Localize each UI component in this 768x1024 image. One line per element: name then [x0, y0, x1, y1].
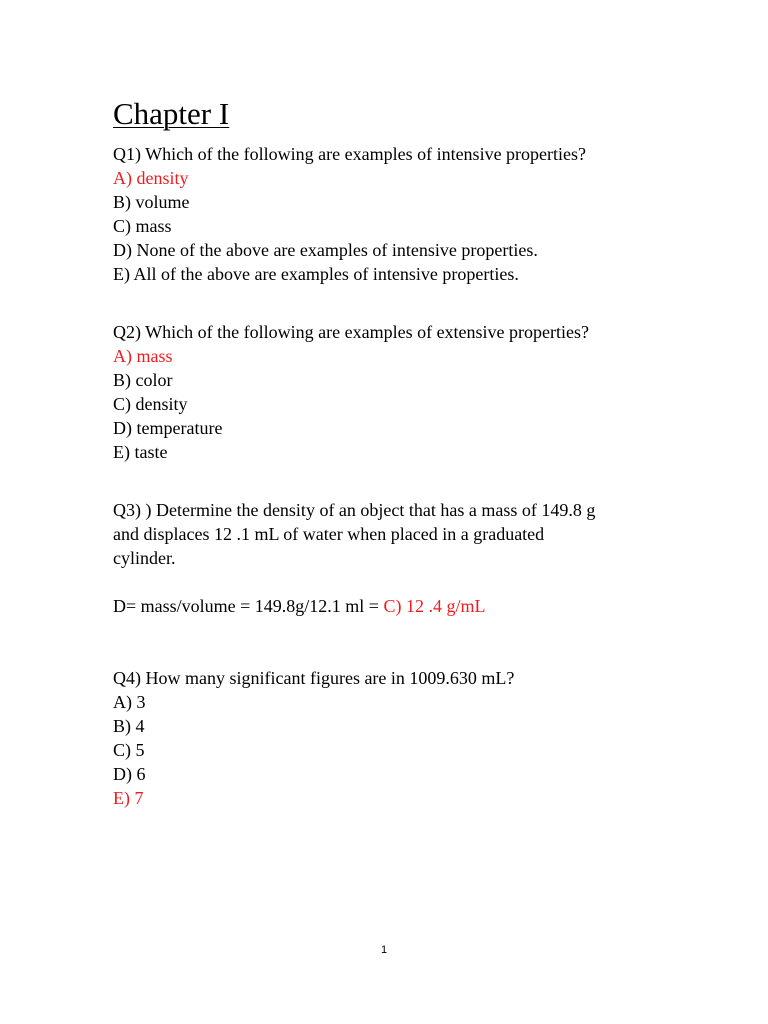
question-4-option-a: A) 3	[113, 692, 146, 712]
question-2	[113, 320, 673, 464]
question-3-text-line-3: cylinder.	[113, 548, 176, 568]
question-3-formula	[113, 594, 673, 618]
page-number: 1	[380, 944, 388, 956]
question-1-text: Q1) Which of the following are examples of intensive properties?	[113, 144, 587, 164]
question-2-text: Q2) Which of the following are examples of extensive properties?	[113, 322, 590, 342]
question-1-option-c: C) mass	[113, 216, 172, 236]
question-1-option-e: E) All of the above are examples of intensive properties.	[113, 264, 519, 284]
question-4	[113, 666, 673, 810]
question-2-option-b: B) color	[113, 370, 173, 390]
chapter-title: Chapter I	[113, 96, 230, 131]
question-2-option-d: D) temperature	[113, 418, 223, 438]
document-content	[113, 94, 673, 810]
question-3-formula-text: D= mass/volume = 149.8g/12.1 ml =	[113, 596, 384, 616]
question-1-option-b: B) volume	[113, 192, 190, 212]
question-1	[113, 142, 673, 286]
question-3-text-line-1: Q3) ) Determine the density of an object that has a mass of 149.8 g	[113, 500, 596, 520]
question-2-option-e: E) taste	[113, 442, 168, 462]
question-3-answer: C) 12 .4 g/mL	[383, 596, 486, 616]
question-4-text: Q4) How many significant figures are in 1009.630 mL?	[113, 668, 515, 688]
question-4-option-b: B) 4	[113, 716, 145, 736]
question-4-option-c: C) 5	[113, 740, 145, 760]
question-4-option-e: E) 7	[113, 788, 144, 808]
question-2-option-a: A) mass	[113, 346, 173, 366]
question-1-option-a: A) density	[113, 168, 189, 188]
question-4-option-d: D) 6	[113, 764, 146, 784]
question-1-option-d: D) None of the above are examples of intensive properties.	[113, 240, 538, 260]
question-3	[113, 498, 673, 618]
question-2-option-c: C) density	[113, 394, 188, 414]
question-3-text-line-2: and displaces 12 .1 mL of water when placed in a graduated	[113, 524, 545, 544]
